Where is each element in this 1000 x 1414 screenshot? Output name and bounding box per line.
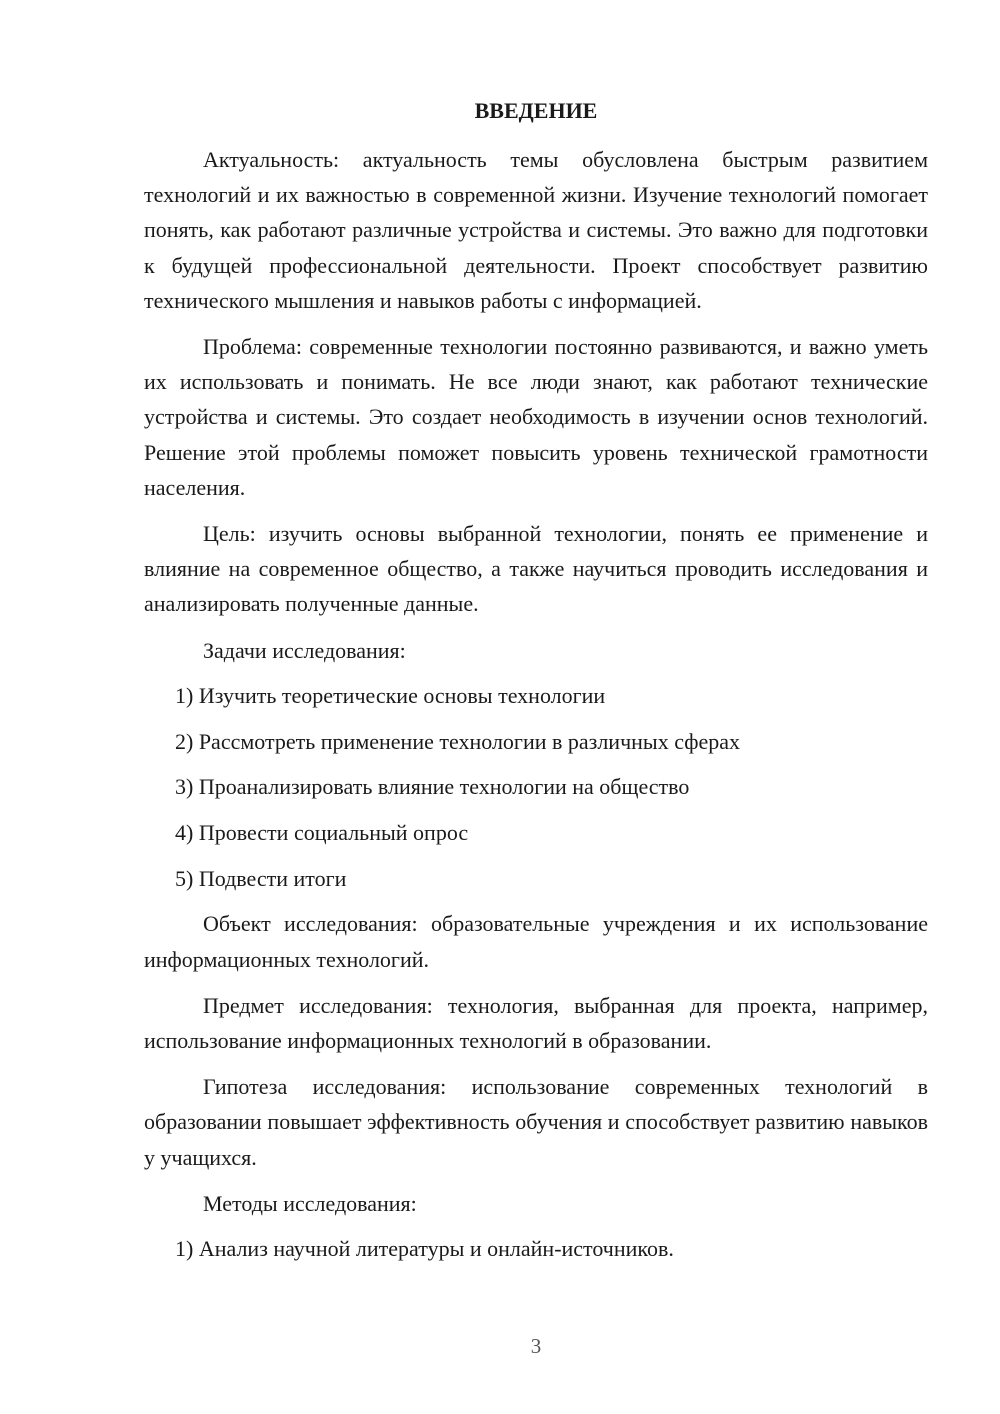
tasks-heading: Задачи исследования:: [203, 637, 406, 663]
subject-paragraph: Предмет исследования: технология, выбранная для проекта, например, использование информационных технологий в образовании.: [144, 992, 928, 1053]
task-item: 4) Провести социальный опрос: [175, 819, 469, 845]
object-paragraph: Объект исследования: образовательные учреждения и их использование информационных технологий.: [144, 911, 928, 972]
page-title: ВВЕДЕНИЕ: [474, 98, 598, 123]
task-item: 2) Рассмотреть применение технологии в различных сферах: [175, 728, 741, 754]
document-body: [144, 142, 928, 1277]
hypothesis-paragraph: Гипотеза исследования: использование современных технологий в образовании повышает эффективность обучения и способствует развитию навыков у учащихся.: [144, 1074, 928, 1170]
problem-paragraph: Проблема: современные технологии постоянно развиваются, и важно уметь их использовать и понимать. Не все люди знают, как работают технические устройства и системы. Это создает необходимость в изучении основ технологий. Решение этой проблемы поможет повысить уровень технической грамотности населения.: [144, 334, 928, 500]
method-item: 1) Анализ научной литературы и онлайн-источников.: [175, 1235, 674, 1261]
relevance-paragraph: Актуальность: актуальность темы обусловлена быстрым развитием технологий и их важностью в современной жизни. Изучение технологий помогает понять, как работают различные устройства и системы. Это важно для подготовки к будущей профессиональной деятельности. Проект способствует развитию технического мышления и навыков работы с информацией.: [144, 147, 928, 313]
page-number: 3: [530, 1334, 542, 1358]
task-item: 5) Подвести итоги: [175, 865, 347, 891]
task-item: 3) Проанализировать влияние технологии на общество: [175, 774, 690, 800]
goal-paragraph: Цель: изучить основы выбранной технологии, понять ее применение и влияние на современное общество, а также научиться проводить исследования и анализировать полученные данные.: [144, 521, 928, 617]
task-item: 1) Изучить теоретические основы технологии: [175, 682, 606, 708]
methods-heading: Методы исследования:: [203, 1190, 417, 1216]
